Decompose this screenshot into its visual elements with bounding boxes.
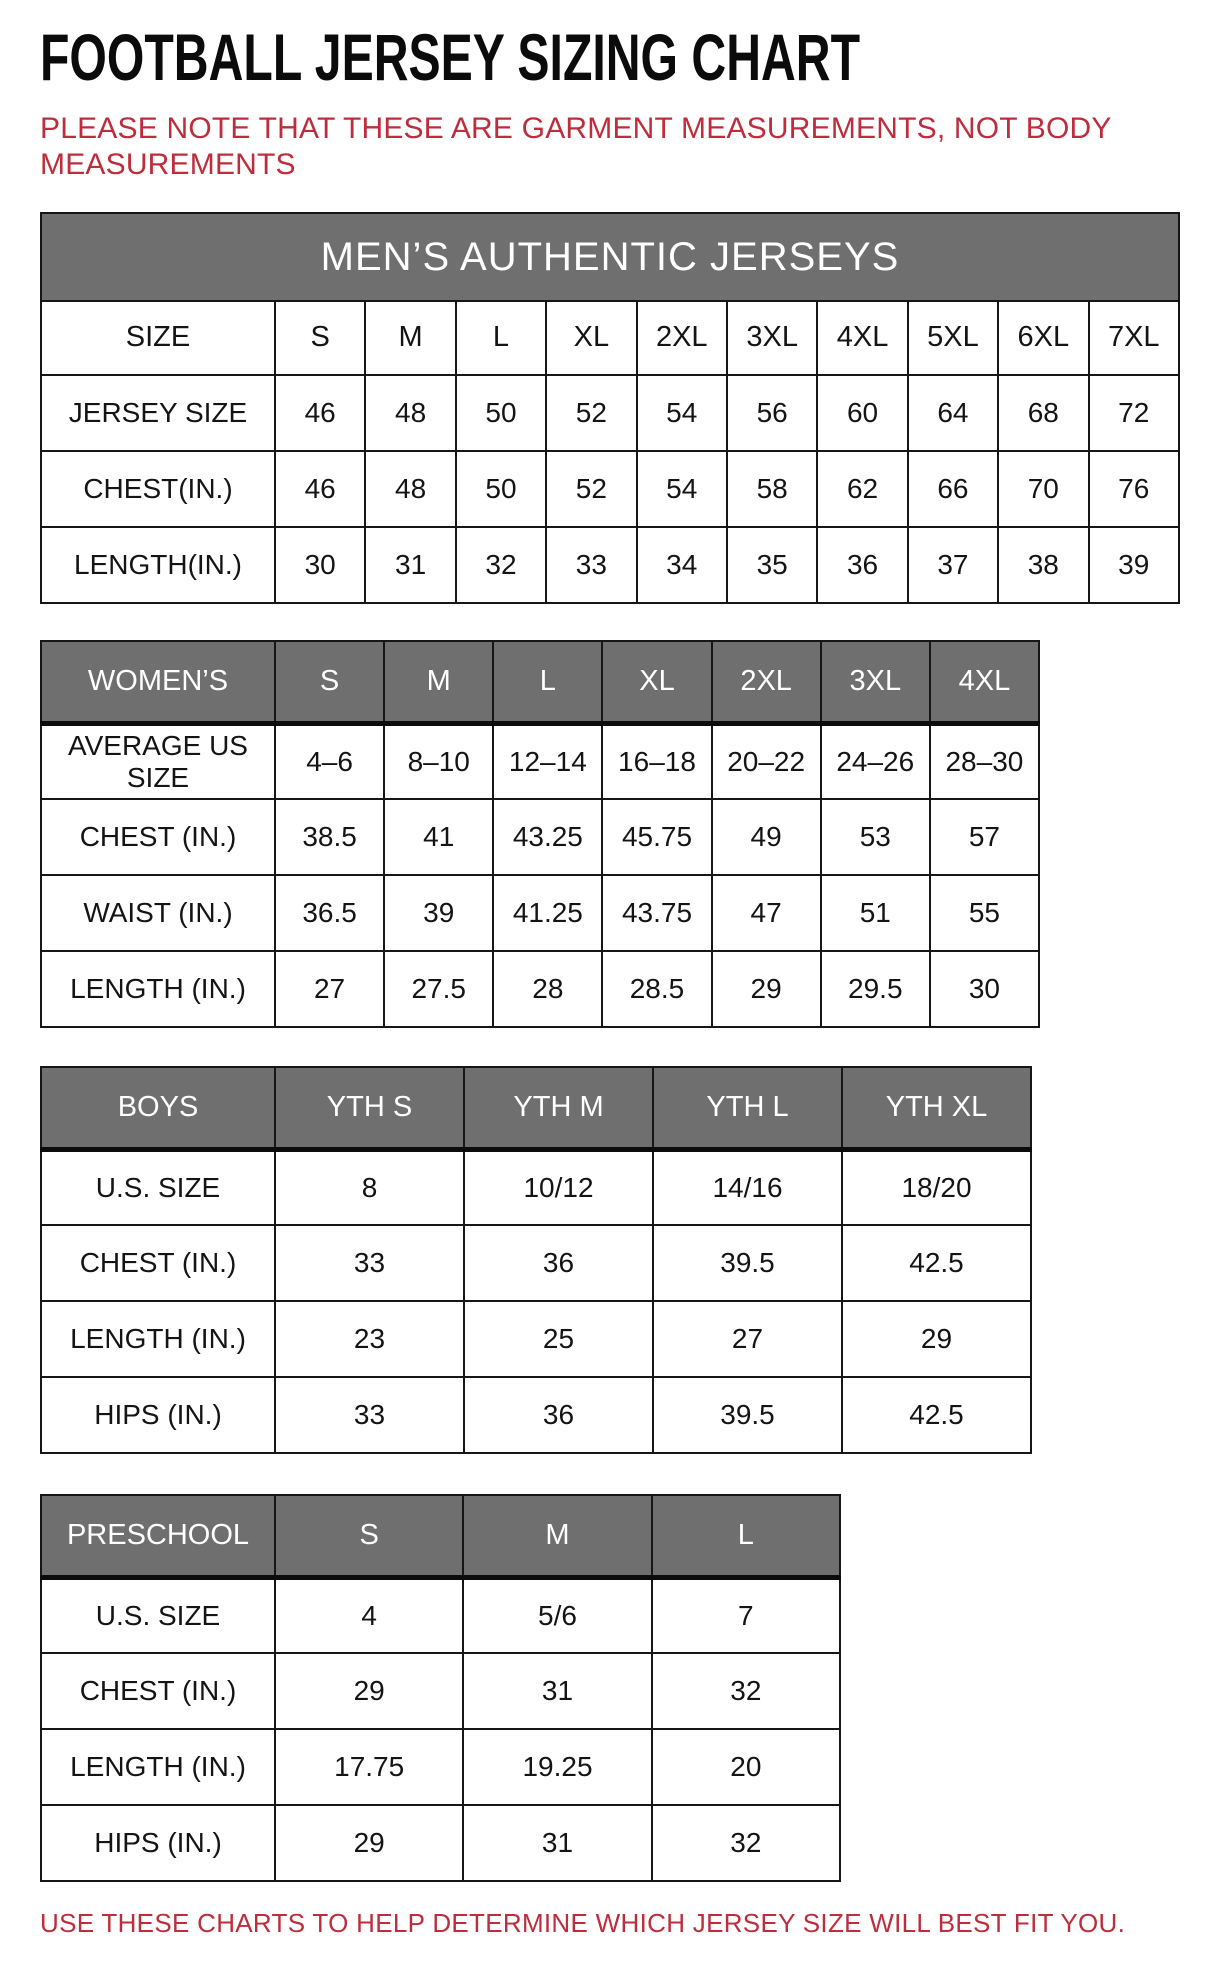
size-value: 35	[727, 527, 817, 603]
column-header: M	[384, 641, 493, 723]
size-value: 29.5	[821, 951, 930, 1027]
header-row	[41, 641, 1039, 723]
size-value: 27	[653, 1301, 842, 1377]
size-value: 60	[817, 375, 907, 451]
column-header: 5XL	[908, 301, 998, 375]
size-value: 36	[464, 1377, 653, 1453]
size-value: 30	[930, 951, 1039, 1027]
size-value: 45.75	[602, 799, 711, 875]
size-value: 39	[384, 875, 493, 951]
size-value: 47	[712, 875, 821, 951]
size-value: 54	[637, 451, 727, 527]
size-value: 4	[275, 1577, 463, 1653]
size-value: 33	[275, 1377, 464, 1453]
size-value: 19.25	[463, 1729, 651, 1805]
size-value: 28–30	[930, 723, 1039, 799]
column-header: XL	[546, 301, 636, 375]
size-value: 25	[464, 1301, 653, 1377]
womens-table-grid	[40, 640, 1040, 1028]
size-value: 42.5	[842, 1377, 1031, 1453]
row-label: U.S. SIZE	[41, 1577, 275, 1653]
page-title: FOOTBALL JERSEY SIZING CHART	[40, 20, 861, 94]
fit-advice-note: USE THESE CHARTS TO HELP DETERMINE WHICH JERSEY SIZE WILL BEST FIT YOU.	[40, 1908, 1126, 1939]
row-label: U.S. SIZE	[41, 1149, 275, 1225]
size-value: 41.25	[493, 875, 602, 951]
column-header: 4XL	[817, 301, 907, 375]
column-header: L	[652, 1495, 840, 1577]
column-header: 3XL	[727, 301, 817, 375]
size-value: 28.5	[602, 951, 711, 1027]
size-value: 28	[493, 951, 602, 1027]
size-value: 7	[652, 1577, 840, 1653]
size-value: 36	[817, 527, 907, 603]
size-value: 29	[842, 1301, 1031, 1377]
row-label: LENGTH (IN.)	[41, 1301, 275, 1377]
size-value: 49	[712, 799, 821, 875]
row-label: HIPS (IN.)	[41, 1377, 275, 1453]
row-label: CHEST (IN.)	[41, 1225, 275, 1301]
table-row	[41, 1729, 840, 1805]
size-value: 52	[546, 451, 636, 527]
size-value: 17.75	[275, 1729, 463, 1805]
size-value: 70	[998, 451, 1088, 527]
size-value: 72	[1089, 375, 1179, 451]
size-value: 64	[908, 375, 998, 451]
size-value: 23	[275, 1301, 464, 1377]
table-row	[41, 723, 1039, 799]
size-value: 24–26	[821, 723, 930, 799]
size-value: 12–14	[493, 723, 602, 799]
size-value: 29	[275, 1805, 463, 1881]
size-value: 27	[275, 951, 384, 1027]
mens-sizing-table	[40, 212, 1180, 604]
preschool-sizing-table	[40, 1494, 841, 1882]
row-label: LENGTH (IN.)	[41, 951, 275, 1027]
row-label: LENGTH (IN.)	[41, 1729, 275, 1805]
row-label: HIPS (IN.)	[41, 1805, 275, 1881]
header-row	[41, 1067, 1031, 1149]
size-value: 20	[652, 1729, 840, 1805]
column-header: L	[456, 301, 546, 375]
size-value: 48	[365, 451, 455, 527]
size-value: 42.5	[842, 1225, 1031, 1301]
size-value: 10/12	[464, 1149, 653, 1225]
size-value: 20–22	[712, 723, 821, 799]
size-value: 39.5	[653, 1377, 842, 1453]
table-row	[41, 1377, 1031, 1453]
column-header: S	[275, 301, 365, 375]
size-value: 53	[821, 799, 930, 875]
mens-table-grid	[40, 300, 1180, 604]
note-line-1: PLEASE NOTE THAT THESE ARE GARMENT MEASUREMENTS, NOT BODY	[40, 112, 1112, 146]
column-header: 6XL	[998, 301, 1088, 375]
table-row	[41, 1653, 840, 1729]
size-value: 58	[727, 451, 817, 527]
size-value: 32	[652, 1653, 840, 1729]
column-header: M	[463, 1495, 651, 1577]
garment-measurements-note	[40, 111, 1180, 182]
size-value: 32	[456, 527, 546, 603]
column-header: YTH S	[275, 1067, 464, 1149]
size-value: 16–18	[602, 723, 711, 799]
size-value: 36	[464, 1225, 653, 1301]
column-header: 3XL	[821, 641, 930, 723]
size-value: 39.5	[653, 1225, 842, 1301]
size-value: 38	[998, 527, 1088, 603]
table-row	[41, 527, 1179, 603]
size-value: 36.5	[275, 875, 384, 951]
column-header: YTH L	[653, 1067, 842, 1149]
row-label: CHEST (IN.)	[41, 799, 275, 875]
row-label: WAIST (IN.)	[41, 875, 275, 951]
size-value: 38.5	[275, 799, 384, 875]
row-label: LENGTH(IN.)	[41, 527, 275, 603]
size-value: 46	[275, 451, 365, 527]
header-row	[41, 1495, 840, 1577]
column-header: BOYS	[41, 1067, 275, 1149]
column-header: WOMEN’S	[41, 641, 275, 723]
row-label: CHEST (IN.)	[41, 1653, 275, 1729]
size-value: 76	[1089, 451, 1179, 527]
size-value: 29	[275, 1653, 463, 1729]
note-line-2: MEASUREMENTS	[40, 147, 296, 181]
column-header: 7XL	[1089, 301, 1179, 375]
size-value: 54	[637, 375, 727, 451]
womens-sizing-table	[40, 640, 1040, 1028]
size-value: 14/16	[653, 1149, 842, 1225]
size-value: 66	[908, 451, 998, 527]
size-value: 48	[365, 375, 455, 451]
column-header: SIZE	[41, 301, 275, 375]
size-value: 31	[463, 1805, 651, 1881]
table-row	[41, 1301, 1031, 1377]
row-label: AVERAGE US SIZE	[41, 723, 275, 799]
size-value: 33	[546, 527, 636, 603]
table-row	[41, 951, 1039, 1027]
size-value: 4–6	[275, 723, 384, 799]
header-row	[41, 301, 1179, 375]
size-value: 50	[456, 451, 546, 527]
column-header: M	[365, 301, 455, 375]
table-row	[41, 1805, 840, 1881]
size-value: 55	[930, 875, 1039, 951]
boys-sizing-table	[40, 1066, 1032, 1454]
row-label: JERSEY SIZE	[41, 375, 275, 451]
size-value: 57	[930, 799, 1039, 875]
table-row	[41, 375, 1179, 451]
size-value: 68	[998, 375, 1088, 451]
size-value: 52	[546, 375, 636, 451]
size-value: 8	[275, 1149, 464, 1225]
table-row	[41, 1225, 1031, 1301]
size-value: 62	[817, 451, 907, 527]
size-value: 31	[365, 527, 455, 603]
column-header: XL	[602, 641, 711, 723]
column-header: PRESCHOOL	[41, 1495, 275, 1577]
size-value: 32	[652, 1805, 840, 1881]
size-value: 51	[821, 875, 930, 951]
table-row	[41, 875, 1039, 951]
row-label: CHEST(IN.)	[41, 451, 275, 527]
size-value: 43.25	[493, 799, 602, 875]
column-header: 2XL	[712, 641, 821, 723]
size-value: 29	[712, 951, 821, 1027]
size-value: 30	[275, 527, 365, 603]
size-value: 43.75	[602, 875, 711, 951]
preschool-table-grid	[40, 1494, 841, 1882]
column-header: 4XL	[930, 641, 1039, 723]
mens-table-title: MEN’S AUTHENTIC JERSEYS	[320, 234, 900, 279]
size-value: 31	[463, 1653, 651, 1729]
size-value: 37	[908, 527, 998, 603]
column-header: S	[275, 641, 384, 723]
size-value: 50	[456, 375, 546, 451]
column-header: YTH XL	[842, 1067, 1031, 1149]
column-header: S	[275, 1495, 463, 1577]
mens-table-banner	[40, 212, 1180, 300]
table-row	[41, 1149, 1031, 1225]
table-row	[41, 1577, 840, 1653]
size-value: 5/6	[463, 1577, 651, 1653]
table-row	[41, 799, 1039, 875]
table-row	[41, 451, 1179, 527]
size-value: 27.5	[384, 951, 493, 1027]
size-value: 39	[1089, 527, 1179, 603]
size-value: 34	[637, 527, 727, 603]
size-value: 8–10	[384, 723, 493, 799]
boys-table-grid	[40, 1066, 1032, 1454]
size-value: 41	[384, 799, 493, 875]
column-header: L	[493, 641, 602, 723]
size-value: 18/20	[842, 1149, 1031, 1225]
size-value: 46	[275, 375, 365, 451]
size-value: 56	[727, 375, 817, 451]
column-header: YTH M	[464, 1067, 653, 1149]
column-header: 2XL	[637, 301, 727, 375]
size-value: 33	[275, 1225, 464, 1301]
